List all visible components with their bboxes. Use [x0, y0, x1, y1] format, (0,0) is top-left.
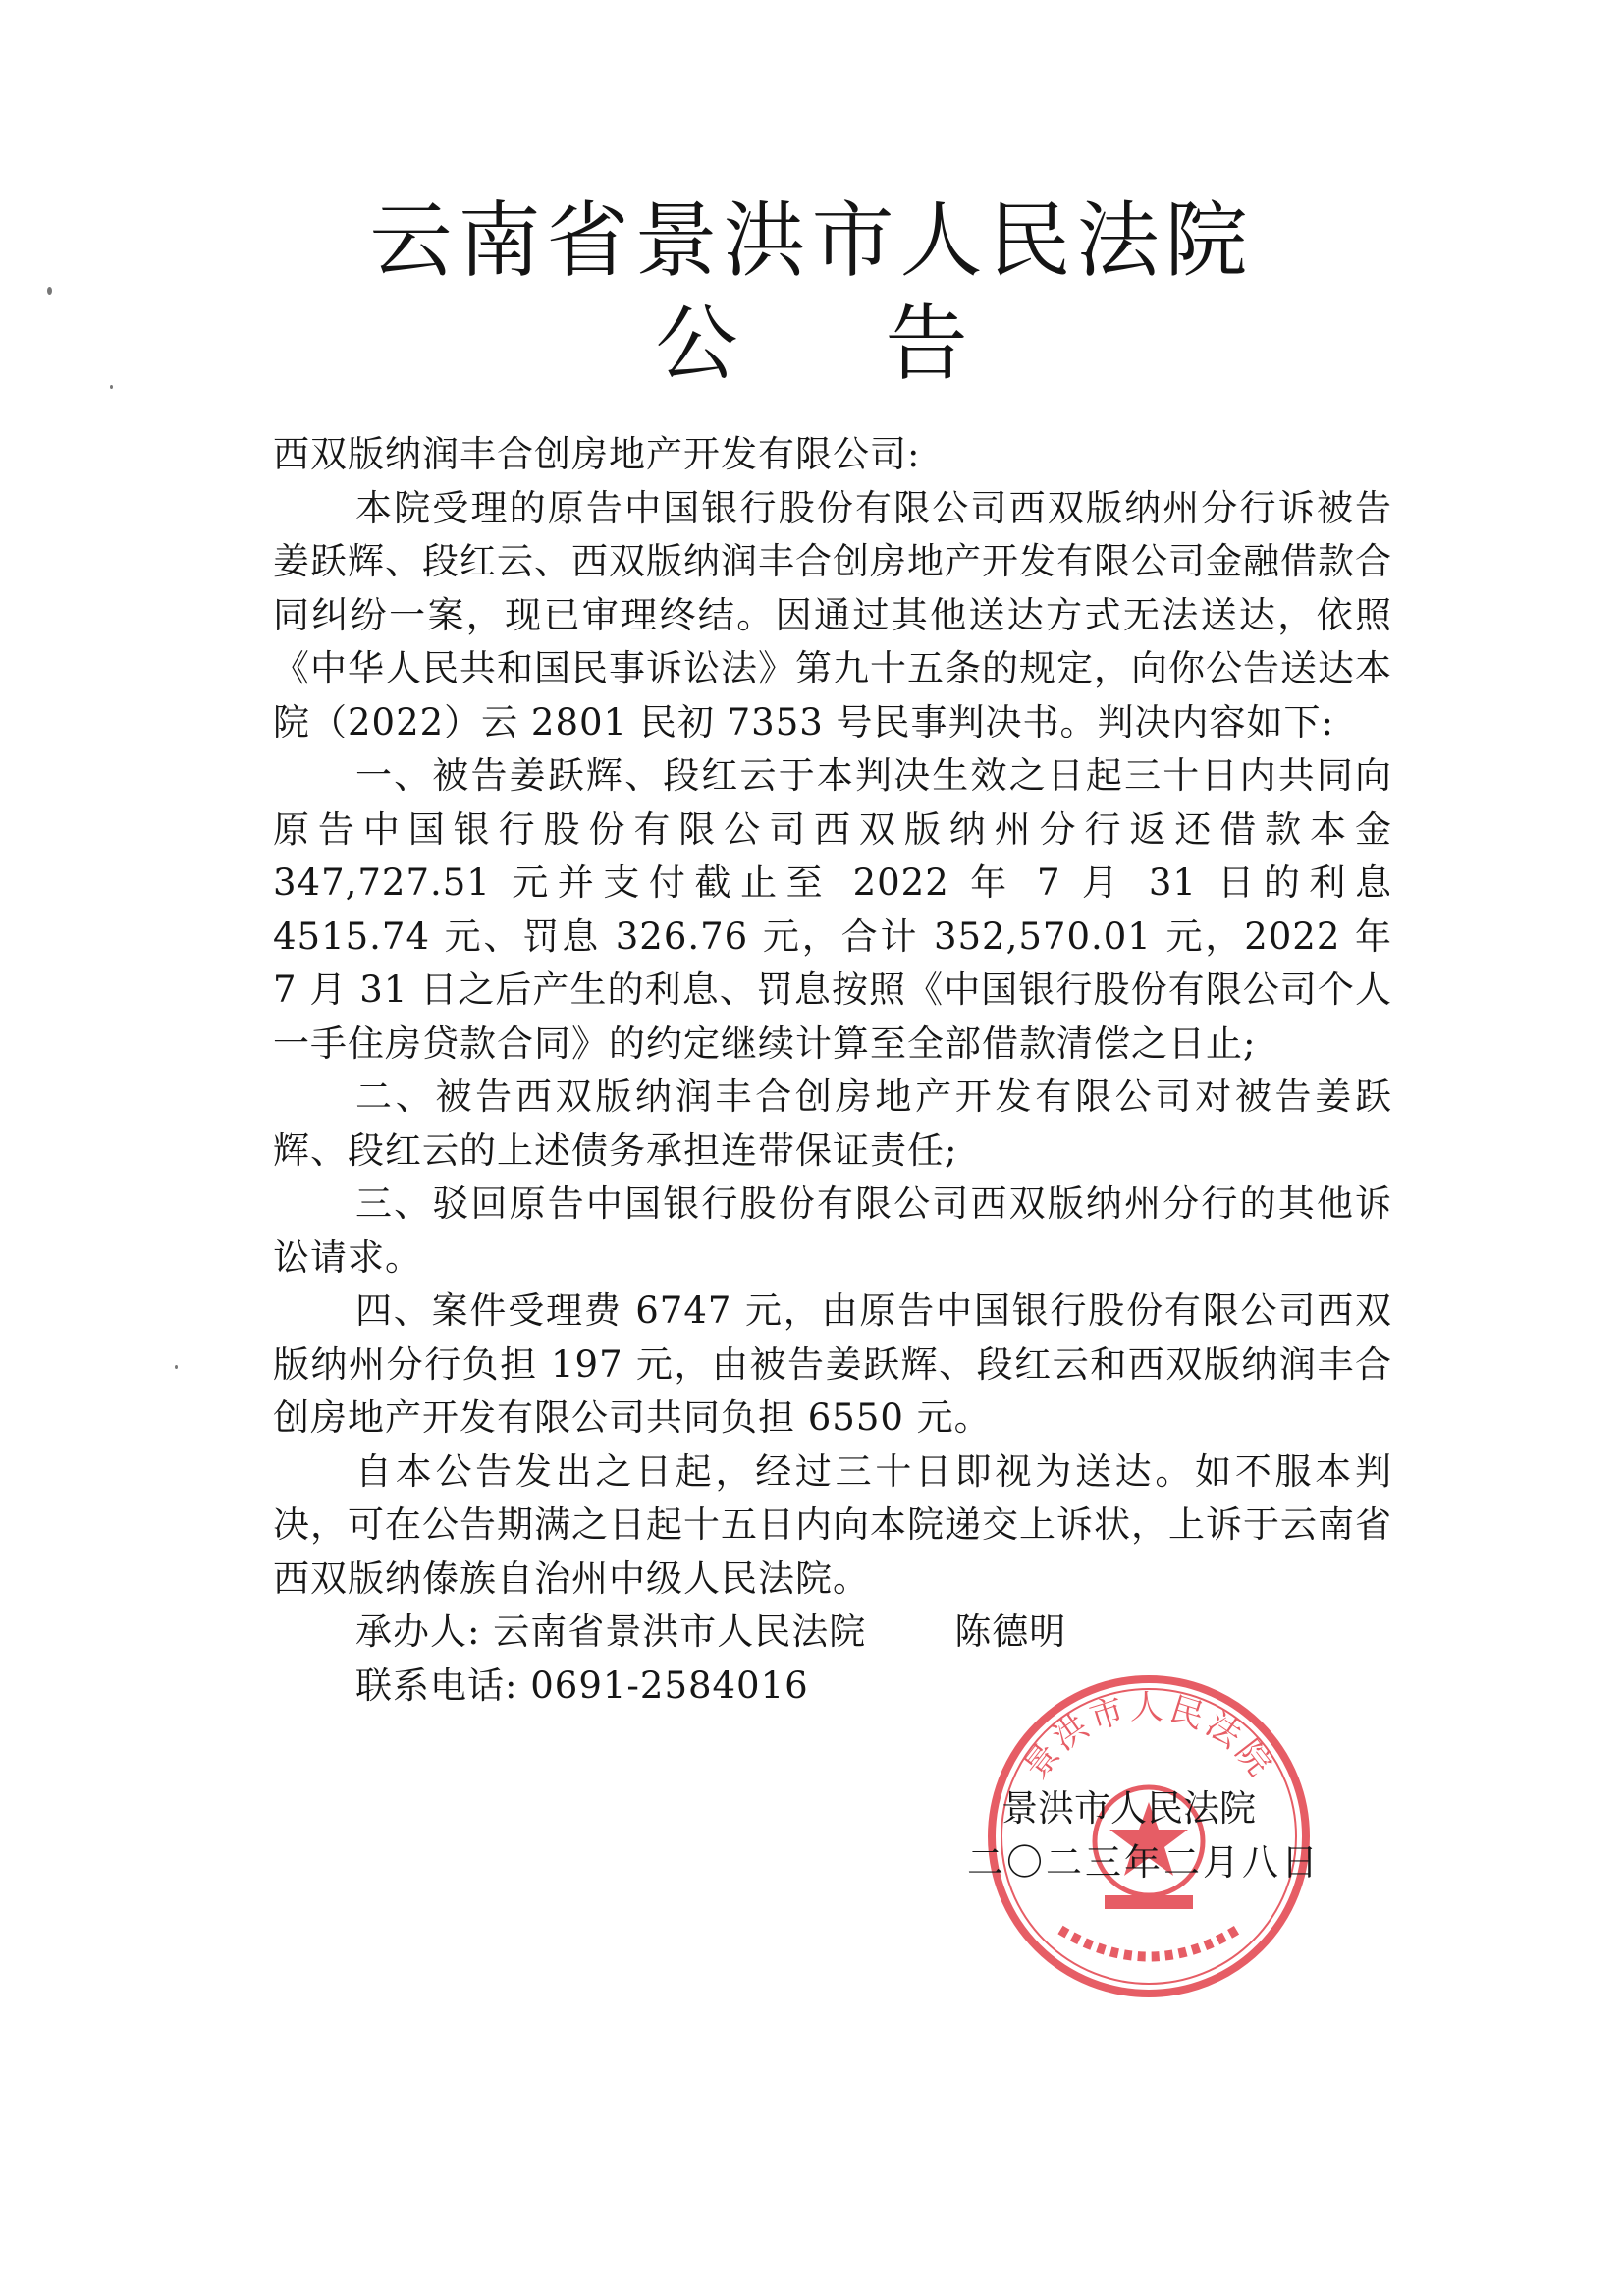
notice-title	[0, 295, 1623, 393]
seal-bottom-text	[1060, 1930, 1237, 1957]
notice-title-char-1: 公	[655, 296, 738, 392]
signature-court: 景洪市人民法院	[1001, 1787, 1256, 1830]
handler-line	[273, 1606, 1392, 1660]
contact-phone: 0691-2584016	[530, 1664, 809, 1707]
paragraph-service: 自本公告发出之日起，经过三十日即视为送达。如不服本判决，可在公告期满之日起十五日内向本院递交上诉状，上诉于云南省西双版纳傣族自治州中级人民法院。	[273, 1449, 1392, 1600]
scan-speck	[175, 1365, 178, 1369]
paragraph-ruling-1: 一、被告姜跃辉、段红云于本判决生效之日起三十日内共同向原告中国银行股份有限公司西双版纳州分行返还借款本金 347,727.51 元并支付截止至 2022 年 7 月 31 日的利息 4515.74 元、罚息 326.76 元，合计 352,570.01 元，2022 年 7 月 31 日之后产生的利息、罚息按照《中国银行股份有限公司个人一手住房贷款合同》的约定继续计算至全部借款清偿之日止;	[273, 754, 1392, 1065]
handler-label: 承办人:	[355, 1611, 481, 1653]
paragraph-intro: 本院受理的原告中国银行股份有限公司西双版纳州分行诉被告姜跃辉、段红云、西双版纳润丰合创房地产开发有限公司金融借款合同纠纷一案，现已审理终结。因通过其他送达方式无法送达，依照《中华人民共和国民事诉讼法》第九十五条的规定，向你公告送达本院（2022）云 2801 民初 7353 号民事判决书。判决内容如下:	[273, 486, 1392, 743]
court-title: 云南省景洪市人民法院	[369, 192, 1254, 289]
handler-name: 陈德明	[954, 1611, 1067, 1653]
seal-arc-text: 景洪市人民法院	[1015, 1688, 1282, 1787]
handler-court: 云南省景洪市人民法院	[493, 1611, 867, 1653]
notice-title-char-2: 告	[885, 296, 968, 392]
paragraph-ruling-2: 二、被告西双版纳润丰合创房地产开发有限公司对被告姜跃辉、段红云的上述债务承担连带保证责任;	[273, 1075, 1392, 1172]
contact-label: 联系电话:	[355, 1664, 518, 1707]
paragraph-ruling-4: 四、案件受理费 6747 元，由原告中国银行股份有限公司西双版纳州分行负担 197 元，由被告姜跃辉、段红云和西双版纳润丰合创房地产开发有限公司共同负担 6550 元。	[273, 1289, 1392, 1439]
paragraph-ruling-3: 三、驳回原告中国银行股份有限公司西双版纳州分行的其他诉讼请求。	[273, 1182, 1392, 1279]
addressee: 西双版纳润丰合创房地产开发有限公司:	[273, 433, 921, 475]
signature-date: 二〇二三年二月八日	[967, 1841, 1321, 1884]
notice-body	[273, 428, 1392, 1713]
